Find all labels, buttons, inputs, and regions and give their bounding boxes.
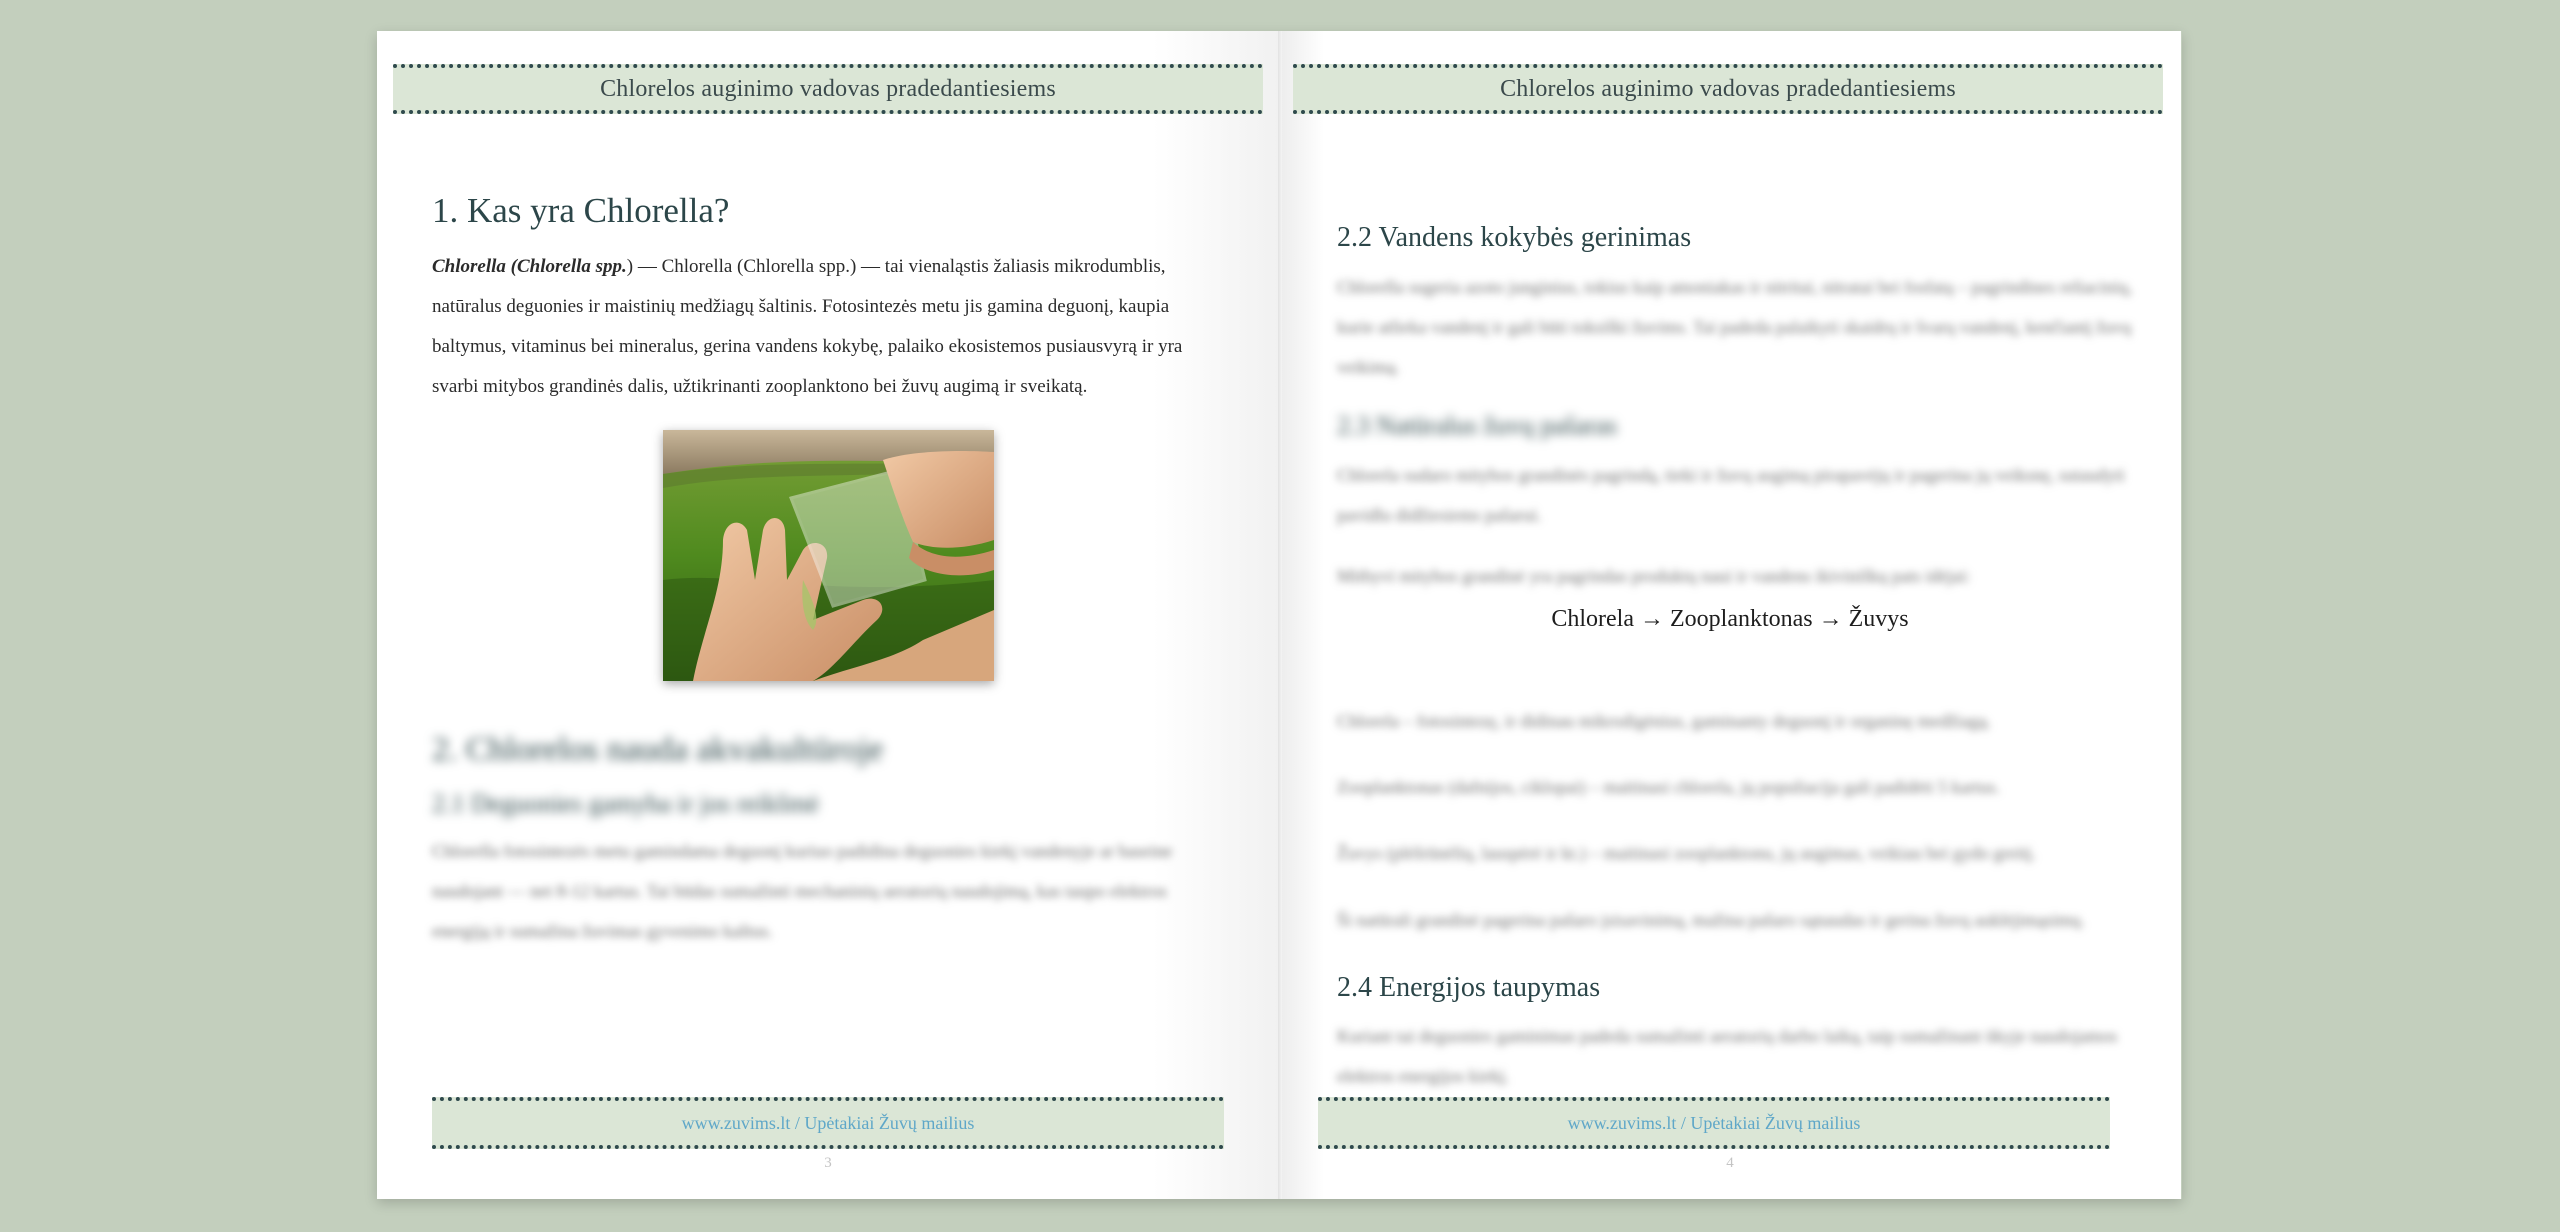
blurred-subsection-heading: 2.3 Natūralus žuvų pašaras [1337, 411, 1618, 440]
blurred-list-item: Chlorela – fotosintezę, ir didinau mikrodigėnius, gaminanty deguonį ir organinę medžiagą. [1337, 711, 1992, 731]
subsection-heading: 2.4 Energijos taupymas [1337, 972, 1601, 1003]
intro-bold-term: Chlorella (Chlorella spp. [432, 256, 627, 277]
chlorella-photo [663, 430, 994, 681]
blurred-paragraph: Chlorela sudaro mitybos grandinės pagrindą, tieki ir žuvų augimą pirapavėjų ir pagerina jų veiksnę, sutaudyti pavidlu didžiesiems pašarui. [1337, 465, 2125, 525]
right-page [1279, 31, 2181, 1199]
footer-link[interactable]: www.zuvims.lt / Upėtakiai Žuvų mailius [432, 1097, 1224, 1149]
blurred-paragraph: Chlorella fotosintezės metu gamindama deguonį kuriuo padidina deguonies kiekį vandenyje ar baseine naudojant — net 8-12 kartus. Tai būdas sumažinti mechaninių aeratorių naudojimą, kas taupo elektros energiją ir sumažina žuvimas gyvenimo kaštus. [432, 841, 1173, 941]
food-chain-diagram: Chlorela → Zooplanktonas → Žuvys [1551, 606, 1909, 632]
blurred-subheading: 2.1 Deguonies gamyba ir jos reikšmė [432, 789, 820, 818]
chlorella-photo-illustration [663, 430, 994, 681]
running-header: Chlorelos auginimo vadovas pradedantiesiems [1293, 64, 2163, 114]
intro-text: ) — Chlorella (Chlorella spp.) — tai vienaląstis žaliasis mikrodumblis, natūralus deguonies ir maistinių medžiagų šaltinis. Fotosintezės metu jis gamina deguonį, kaupia baltymus, vitaminus bei mineralus, gerina vandens kokybę, palaiko ekosistemos pusiausvyrą ir yra svarbi mitybos grandinės dalis, užtikrinanti zooplanktono bei žuvų augimą ir sveikatą. [432, 256, 1183, 397]
running-header: Chlorelos auginimo vadovas pradedantiesiems [393, 64, 1263, 114]
section-heading: 1. Kas yra Chlorella? [432, 191, 730, 230]
book-gutter [1278, 31, 1282, 1199]
left-page [377, 31, 1279, 1199]
blurred-paragraph: Chlorella sugeria azoto junginius, tokius kaip amoniakas ir nitritai, nitratai bei fosfatą – pagrindines reliacinių, kurie atlieka vandenį ir gali būti toksiški žuvims. Tai padeda palaikyti skaidrų ir švarų vandenį, kenčiantį žuvų veikimą. [1337, 277, 2133, 377]
book-spread [377, 31, 2182, 1199]
blurred-section-heading: 2. Chlorelos nauda akvakultūroje [432, 731, 884, 768]
blurred-paragraph: Kuriant tai deguonies gaminimas padeda sumažinti aeratorių darbo laiką, taip sumažinant ūkyje naudojamos elektros energijos kiekį. [1337, 1026, 2118, 1086]
page-number: 4 [1726, 1155, 1734, 1171]
intro-paragraph [432, 247, 1232, 407]
blurred-list-item: Zooplanktonas (dafnijos, ciklopai) – maitinasi chlorela, jų populiacija gali padidėti 5 kartus. [1337, 777, 2000, 797]
footer-link[interactable]: www.zuvims.lt / Upėtakiai Žuvų mailius [1318, 1097, 2110, 1149]
blurred-list-item: Žuvys (plėšrūnėlių, lauspėrė ir kt.) – maitinasi zooplanktonu, jų augimas, veikiau bei gydo greitį. [1337, 843, 2036, 863]
page-number: 3 [824, 1155, 832, 1171]
blurred-paragraph: Ši natūrali grandinė pagerina pašaro įsisavinimą, mažina pašaro sąnaudas ir gerina žuvų auklėjimąsimų. [1337, 910, 2085, 930]
blurred-paragraph: Mitbyvi mitybos grandinė yra pagrindas produktų naui ir vandens ikiviniškų pats idėjai: [1337, 566, 1971, 586]
subsection-heading: 2.2 Vandens kokybės gerinimas [1337, 222, 1692, 253]
